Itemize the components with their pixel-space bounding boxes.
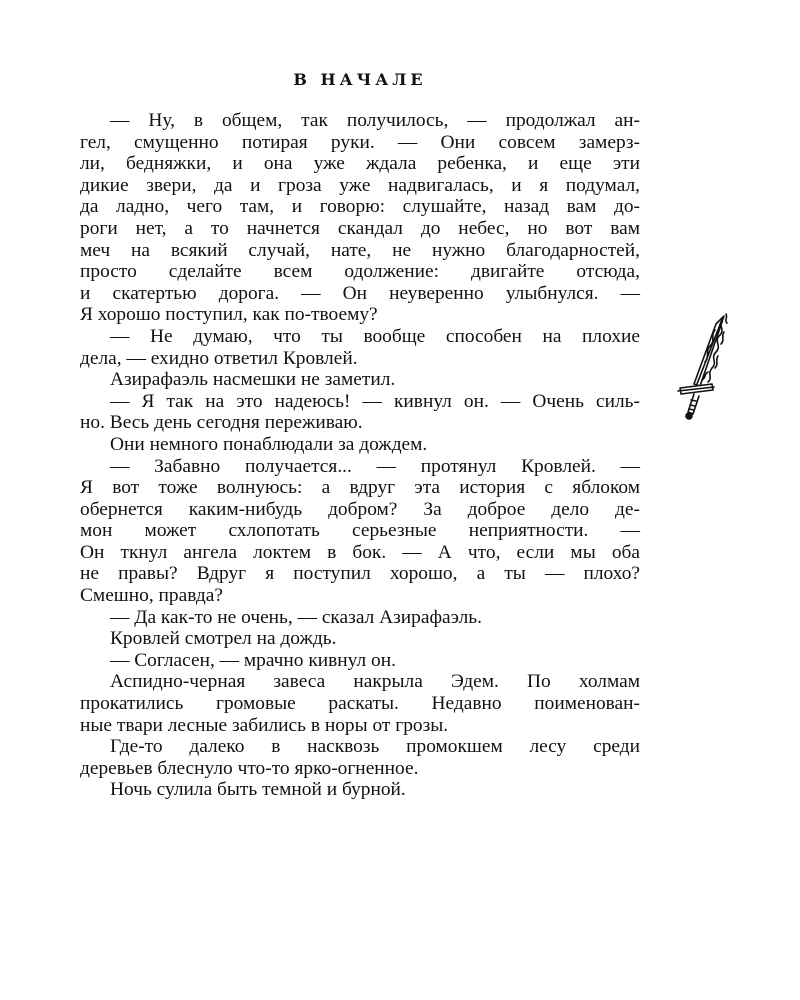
flaming-sword-icon [672, 312, 732, 420]
text-line: обернется каким-нибудь добром? За доброе дело де- [80, 498, 640, 520]
text-line: Смешно, правда? [80, 585, 223, 607]
text-line: Аспидно-черная завеса накрыла Эдем. По холмам [110, 671, 640, 693]
text-line: гел, смущенно потирая руки. — Они совсем замерз- [80, 131, 640, 153]
text-line: ные твари лесные забились в норы от грозы. [80, 714, 449, 736]
text-line: Они немного понаблюдали за дождем. [110, 433, 428, 455]
text-line: меч на всякий случай, нате, не нужно благодарностей, [80, 239, 640, 261]
body-text [80, 110, 640, 801]
text-line: не правы? Вдруг я поступил хорошо, а ты — плохо? [80, 563, 640, 585]
page-heading: В НАЧАЛЕ [293, 70, 427, 89]
text-line: — Да как-то не очень, — сказал Азирафаэль. [110, 606, 482, 628]
text-line: Азирафаэль насмешки не заметил. [110, 369, 396, 391]
text-line: просто сделайте всем одолжение: двигайте отсюда, [80, 261, 640, 283]
text-line: да ладно, чего там, и говорю: слушайте, назад вам до- [80, 196, 640, 218]
text-line: дикие звери, да и гроза уже надвигалась, и я подумал, [80, 174, 640, 196]
text-line: и скатертью дорога. — Он неуверенно улыбнулся. — [80, 282, 640, 304]
text-line: Я хорошо поступил, как по-твоему? [80, 304, 378, 326]
text-line: Я вот тоже волнуюсь: а вдруг эта история с яблоком [80, 477, 640, 499]
text-line: Он ткнул ангела локтем в бок. — А что, если мы оба [80, 541, 640, 563]
text-line: Ночь сулила быть темной и бурной. [110, 779, 406, 801]
text-line: — Согласен, — мрачно кивнул он. [110, 649, 396, 671]
text-line: роги нет, а то начнется скандал до небес, но вот вам [80, 217, 640, 239]
text-line: — Забавно получается... — протянул Кровлей. — [110, 455, 640, 477]
text-line: Где-то далеко в насквозь промокшем лесу среди [110, 736, 640, 758]
text-line: деревьев блеснуло что-то ярко-огненное. [80, 757, 419, 779]
text-line: прокатились громовые раскаты. Недавно поименован- [80, 693, 640, 715]
text-line: Кровлей смотрел на дождь. [110, 628, 337, 650]
text-line: ли, бедняжки, и она уже ждала ребенка, и еще эти [80, 153, 640, 175]
text-line: дела, — ехидно ответил Кровлей. [80, 347, 358, 369]
text-line: — Ну, в общем, так получилось, — продолжал ан- [110, 110, 640, 131]
text-line: — Не думаю, что ты вообще способен на плохие [110, 325, 640, 347]
text-line: но. Весь день сегодня переживаю. [80, 412, 363, 434]
text-line: мон может схлопотать серьезные неприятности. — [80, 520, 640, 542]
text-line: — Я так на это надеюсь! — кивнул он. — Очень силь- [110, 390, 640, 412]
